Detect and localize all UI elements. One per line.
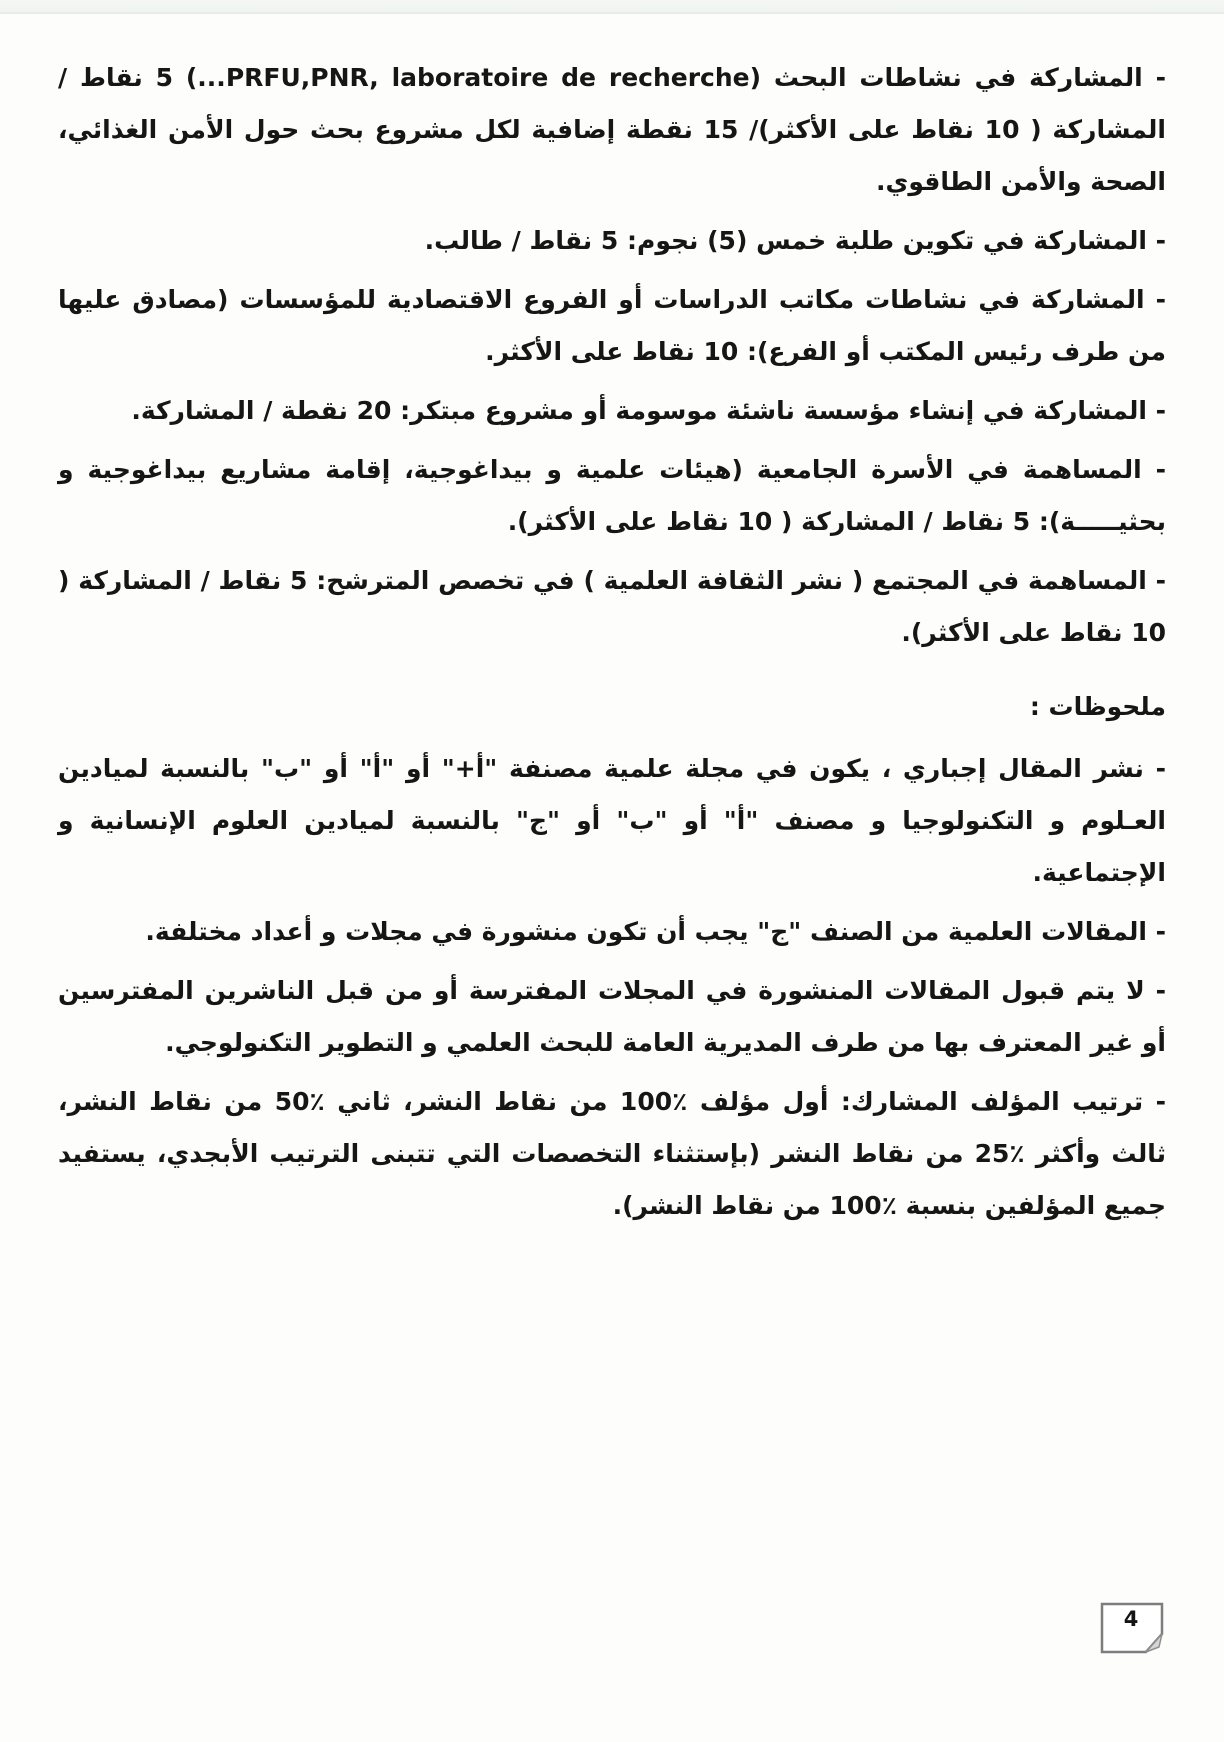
page-number-badge xyxy=(1100,1602,1170,1656)
criteria-paragraph: - المساهمة في الأسرة الجامعية (هيئات علمية و بيداغوجية، إقامة مشاريع بيداغوجية و بحثيـــــة): 5 نقاط / المشاركة ( 10 نقاط على الأكثر). xyxy=(58,455,1166,536)
criteria-paragraph: - المشاركة في إنشاء مؤسسة ناشئة موسومة أو مشروع مبتكر: 20 نقطة / المشاركة. xyxy=(131,396,1166,425)
notes-list xyxy=(58,743,1166,1232)
criteria-paragraph: - المساهمة في المجتمع ( نشر الثقافة العلمية ) في تخصص المترشح: 5 نقاط / المشاركة ( 10 نقاط على الأكثر). xyxy=(58,566,1166,647)
notes-heading: ملحوظات : xyxy=(1029,692,1166,721)
page-number: 4 xyxy=(1123,1607,1139,1631)
document-body xyxy=(58,52,1166,1239)
criteria-paragraph: - المشاركة في تكوين طلبة خمس (5) نجوم: 5 نقاط / طالب. xyxy=(424,226,1166,255)
scan-edge-band xyxy=(0,0,1224,14)
note-paragraph: - ترتيب المؤلف المشارك: أول مؤلف ٪100 من نقاط النشر، ثاني ٪50 من نقاط النشر، ثالث وأكثر ٪25 من نقاط النشر (بإستثناء التخصصات التي تتبنى الترتيب الأبجدي، يستفيد جميع المؤلفين بنسبة ٪100 من نقاط النشر). xyxy=(58,1087,1167,1220)
note-paragraph: - لا يتم قبول المقالات المنشورة في المجلات المفترسة أو من قبل الناشرين المفترسين أو غير المعترف بها من طرف المديرية العامة للبحث العلمي و التطوير التكنولوجي. xyxy=(58,976,1166,1057)
note-paragraph: - نشر المقال إجباري ، يكون في مجلة علمية مصنفة "أ+" أو "أ" أو "ب" بالنسبة لميادين العـلوم و التكنولوجيا و مصنف "أ" أو "ب" أو "ج" بالنسبة لميادين العلوم الإنسانية و الإجتماعية. xyxy=(58,754,1166,887)
criteria-paragraph: - المشاركة في نشاطات مكاتب الدراسات أو الفروع الاقتصادية للمؤسسات (مصادق عليها من طرف رئيس المكتب أو الفرع): 10 نقاط على الأكثر. xyxy=(58,285,1166,366)
criteria-list xyxy=(58,52,1166,659)
criteria-paragraph: - المشاركة في نشاطات البحث (PRFU,PNR, laboratoire de recherche...) 5 نقاط / المشاركة ( 10 نقاط على الأكثر)/ 15 نقطة إضافية لكل مشروع بحث حول الأمن الغذائي، الصحة والأمن الطاقوي. xyxy=(58,63,1166,196)
note-paragraph: - المقالات العلمية من الصنف "ج" يجب أن تكون منشورة في مجلات و أعداد مختلفة. xyxy=(145,917,1166,946)
